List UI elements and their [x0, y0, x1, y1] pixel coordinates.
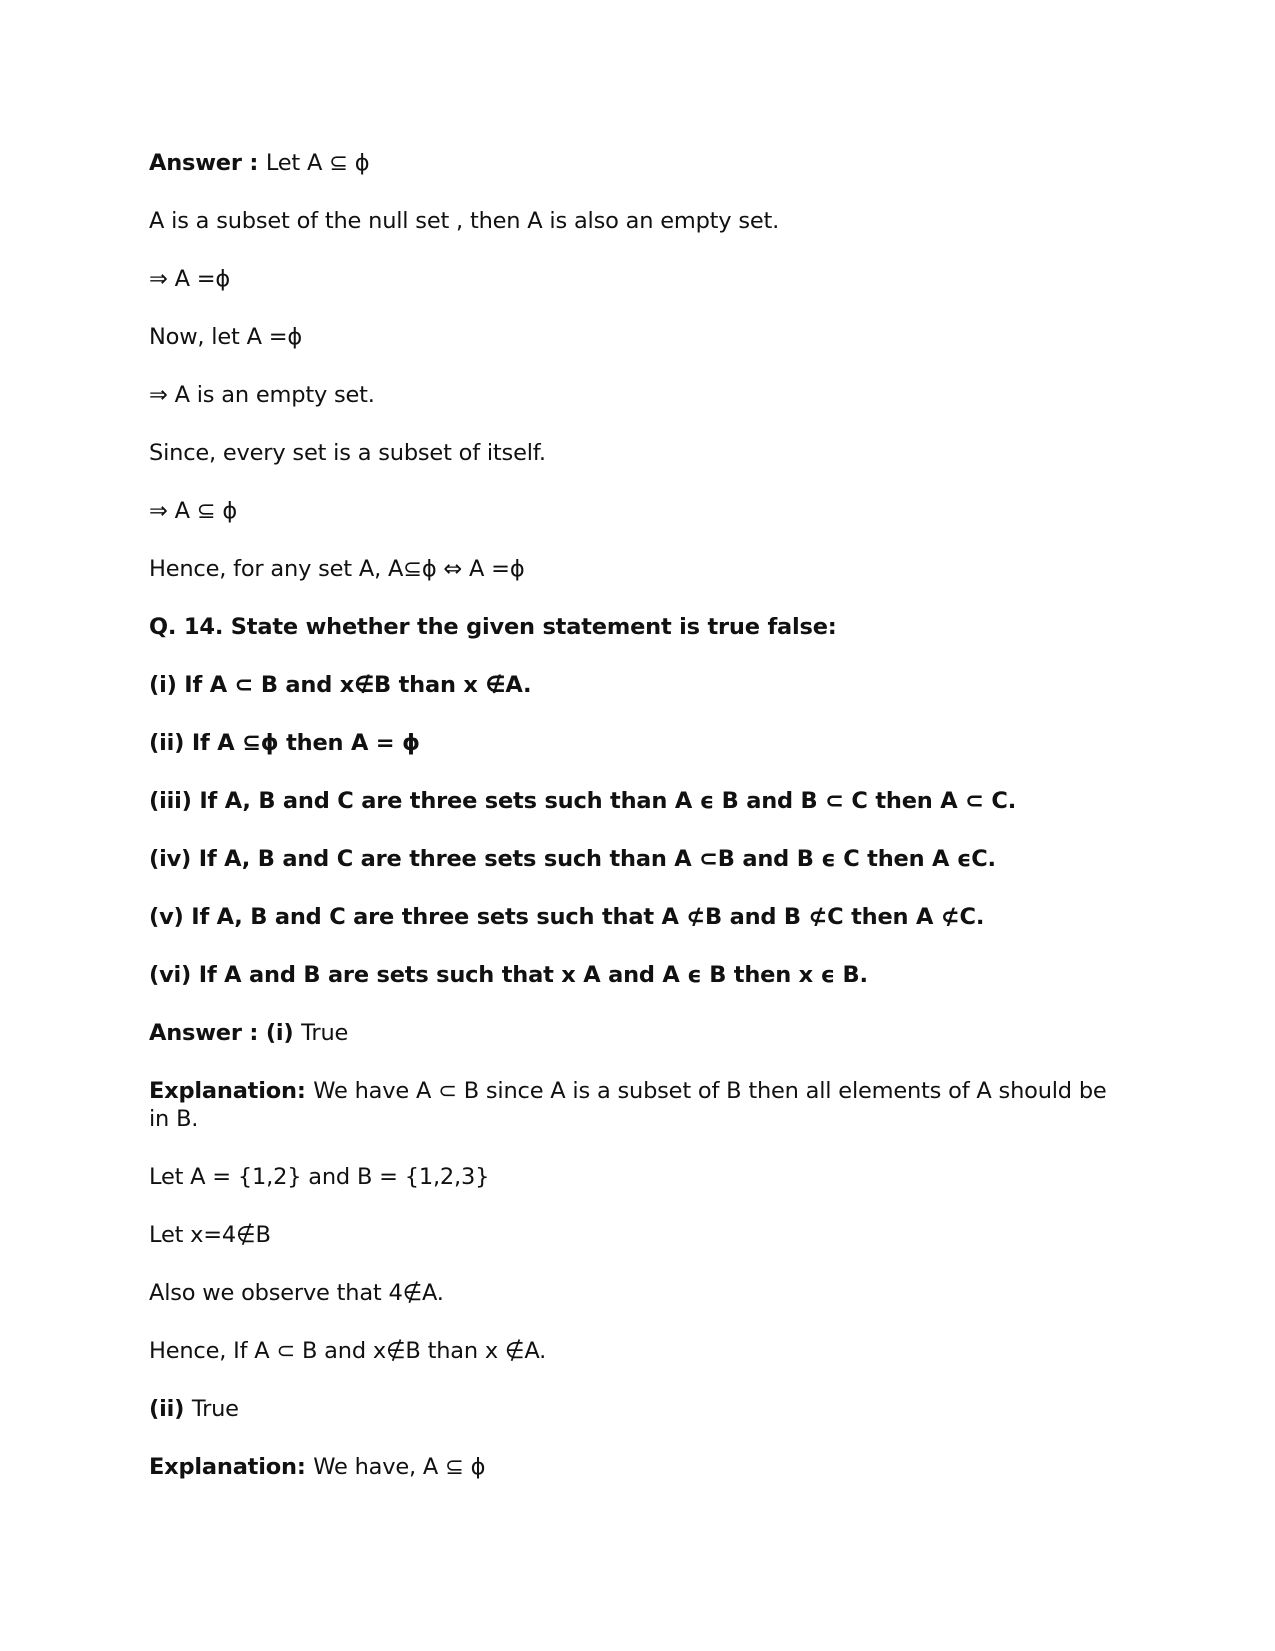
implication-line — [149, 497, 1129, 525]
body-text: ⇒ A is an empty set. — [149, 382, 375, 408]
question-item-ii — [149, 729, 1129, 757]
body-text: True — [301, 1020, 349, 1046]
bold-text: (iii) If A, B and C are three sets such than A ϵ B and B ⊂ C then A ⊂ C. — [149, 788, 1017, 814]
bold-text: (ii) — [149, 1396, 192, 1422]
explanation-i — [149, 1077, 1129, 1133]
question-heading — [149, 613, 1129, 641]
bold-text: (vi) If A and B are sets such that x A and A ϵ B then x ϵ B. — [149, 962, 868, 988]
body-text: A is a subset of the null set , then A is also an empty set. — [149, 208, 780, 234]
body-text: Hence, If A ⊂ B and x∉B than x ∉A. — [149, 1338, 547, 1364]
bold-text: (ii) If A ⊆ϕ then A = ϕ — [149, 730, 420, 756]
example-x-line — [149, 1221, 1129, 1249]
question-item-iii — [149, 787, 1129, 815]
example-sets-line — [149, 1163, 1129, 1191]
question-item-v — [149, 903, 1129, 931]
body-text: We have, A ⊆ ϕ — [313, 1454, 486, 1480]
body-text: Let A = {1,2} and B = {1,2,3} — [149, 1164, 490, 1190]
body-text: Let x=4∉B — [149, 1222, 271, 1248]
bold-text: (i) If A ⊂ B and x∉B than x ∉A. — [149, 672, 532, 698]
text-line — [149, 439, 1129, 467]
implication-line — [149, 265, 1129, 293]
conclusion-line — [149, 555, 1129, 583]
observation-line — [149, 1279, 1129, 1307]
body-text: True — [191, 1396, 239, 1422]
answer-ii-line — [149, 1395, 1129, 1423]
body-text: Let A ⊆ ϕ — [265, 150, 370, 176]
body-text: ⇒ A ⊆ ϕ — [149, 498, 237, 524]
body-text: Now, let A =ϕ — [149, 324, 303, 350]
bold-text: Explanation: — [149, 1454, 314, 1480]
bold-text: Answer : (i) — [149, 1020, 302, 1046]
bold-text: (v) If A, B and C are three sets such that A ⊄B and B ⊄C then A ⊄C. — [149, 904, 985, 930]
answer-line-1 — [149, 149, 1129, 177]
question-item-i — [149, 671, 1129, 699]
bold-text: Explanation: — [149, 1078, 314, 1104]
conclusion-i-line — [149, 1337, 1129, 1365]
answer-i-line — [149, 1019, 1129, 1047]
explanation-ii — [149, 1453, 1129, 1481]
body-text: ⇒ A =ϕ — [149, 266, 231, 292]
body-text: We have A ⊂ B since A is a subset of B then all elements of A should be in B. — [149, 1078, 1107, 1132]
implication-line — [149, 381, 1129, 409]
body-text: Hence, for any set A, A⊆ϕ ⇔ A =ϕ — [149, 556, 525, 582]
bold-text: Q. 14. State whether the given statement is true false: — [149, 614, 837, 640]
bold-text: Answer : — [149, 150, 266, 176]
text-line — [149, 207, 1129, 235]
body-text: Since, every set is a subset of itself. — [149, 440, 546, 466]
text-line — [149, 323, 1129, 351]
body-text: Also we observe that 4∉A. — [149, 1280, 444, 1306]
question-item-iv — [149, 845, 1129, 873]
question-item-vi — [149, 961, 1129, 989]
bold-text: (iv) If A, B and C are three sets such than A ⊂B and B ϵ C then A ϵC. — [149, 846, 996, 872]
